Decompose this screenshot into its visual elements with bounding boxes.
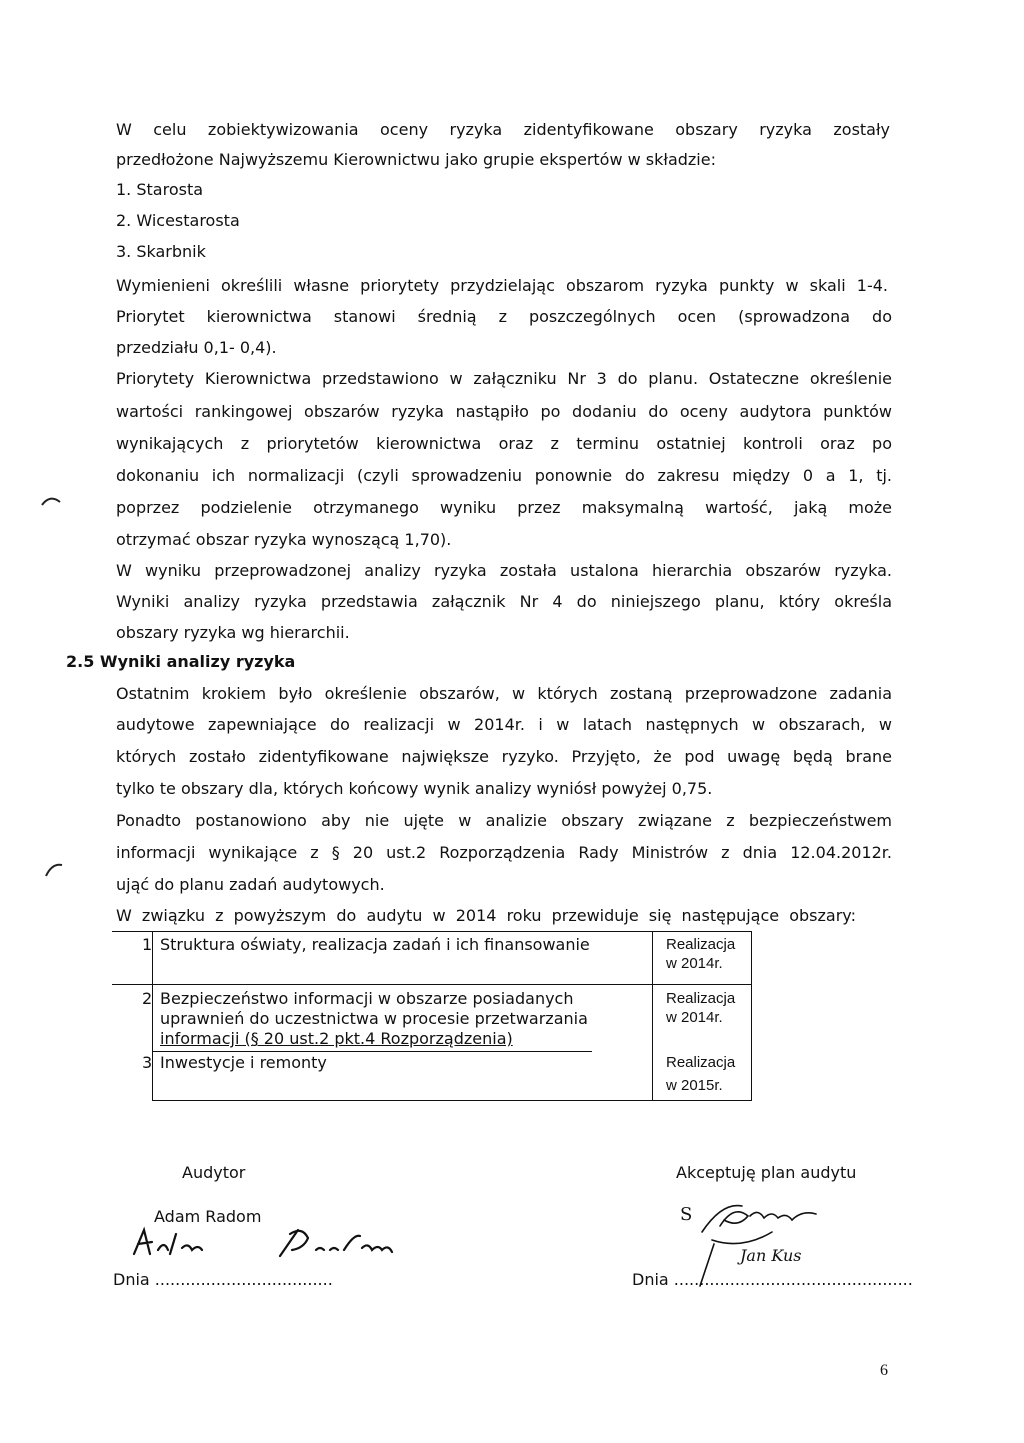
- section-heading: 2.5 Wyniki analizy ryzyka: [66, 652, 296, 671]
- approver-title: Akceptuję plan audytu: [676, 1163, 857, 1182]
- priorities-paragraph: Wymienieni określili własne priorytety przydzielając obszarom ryzyka punkty w skali 1-4.: [116, 276, 888, 295]
- approver-date: Dnia ...............................................: [632, 1270, 913, 1289]
- list-item-wicestarosta: 2. Wicestarosta: [116, 211, 240, 230]
- table-row-number: 3: [142, 1053, 153, 1072]
- approver-stamp-letter: S: [680, 1204, 693, 1225]
- table-row-number: 1: [142, 935, 153, 954]
- table-border-top: [112, 931, 752, 932]
- section-p1-line-3: których zostało zidentyfikowane największe ryzyko. Przyjęto, że pod uwagę będą brane: [116, 747, 892, 766]
- page-number: 6: [880, 1362, 888, 1379]
- auditor-signature: [130, 1226, 430, 1262]
- ranking-line-3: wynikających z priorytetów kierownictwa oraz z terminu ostatniej kontroli oraz po: [116, 434, 892, 453]
- section-p1-line-2: audytowe zapewniające do realizacji w 2014r. i w latach następnych w obszarach, w: [116, 715, 892, 734]
- table-row-status-year: w 2014r.: [666, 955, 723, 972]
- priority-line-2: przedziału 0,1- 0,4).: [116, 338, 277, 357]
- auditor-name: Adam Radom: [154, 1207, 262, 1226]
- intro-line-1: W celu zobiektywizowania oceny ryzyka zidentyfikowane obszary ryzyka zostały: [116, 120, 890, 139]
- section-p3: W związku z powyższym do audytu w 2014 roku przewiduje się następujące obszary:: [116, 906, 856, 925]
- table-row-status: Realizacja: [666, 1054, 736, 1071]
- table-row-status: Realizacja: [666, 936, 736, 953]
- table-row-status: Realizacja: [666, 990, 736, 1007]
- results-line-1: Wyniki analizy ryzyka przedstawia załącznik Nr 4 do niniejszego planu, który określa: [116, 592, 892, 611]
- list-item-starosta: 1. Starosta: [116, 180, 204, 199]
- intro-line-2: przedłożone Najwyższemu Kierownictwu jako grupie ekspertów w składzie:: [116, 150, 716, 169]
- audit-areas-table: [112, 931, 752, 1101]
- hierarchy-paragraph: W wyniku przeprowadzonej analizy ryzyka została ustalona hierarchia obszarów ryzyka.: [116, 561, 892, 580]
- table-col-divider: [652, 931, 653, 1101]
- list-item-skarbnik: 3. Skarbnik: [116, 242, 206, 261]
- table-row-area: Inwestycje i remonty: [160, 1053, 327, 1072]
- ranking-line-4: dokonaniu ich normalizacji (czyli sprowadzeniu ponownie do zakresu między 0 a 1, tj.: [116, 466, 892, 485]
- table-row-area: uprawnień do uczestnictwa w procesie przetwarzania: [160, 1009, 588, 1028]
- priority-line-1: Priorytet kierownictwa stanowi średnią z poszczególnych ocen (sprowadzona do: [116, 307, 892, 326]
- table-row-number: 2: [142, 989, 153, 1008]
- table-row-divider: [152, 1051, 592, 1052]
- margin-mark-2: [44, 861, 68, 879]
- table-row-area: Bezpieczeństwo informacji w obszarze posiadanych: [160, 989, 574, 1008]
- ranking-line-2: wartości rankingowej obszarów ryzyka nastąpiło po dodaniu do oceny audytora punktów: [116, 402, 892, 421]
- section-p2-line-3: ująć do planu zadań audytowych.: [116, 875, 385, 894]
- table-border-right: [751, 931, 752, 1101]
- auditor-title: Audytor: [182, 1163, 246, 1182]
- table-col-divider: [152, 931, 153, 1101]
- margin-mark-1: [40, 494, 64, 508]
- auditor-date: Dnia ...................................: [113, 1270, 333, 1289]
- table-row-divider: [112, 984, 752, 985]
- section-p2-line-1: Ponadto postanowiono aby nie ujęte w analizie obszary związane z bezpieczeństwem: [116, 811, 892, 830]
- ranking-line-5: poprzez podzielenie otrzymanego wyniku przez maksymalną wartość, jaką może: [116, 498, 892, 517]
- table-row-area: informacji (§ 20 ust.2 pkt.4 Rozporządzenia): [160, 1029, 513, 1048]
- table-border-bottom: [152, 1100, 752, 1101]
- ranking-line-6: otrzymać obszar ryzyka wynoszącą 1,70).: [116, 530, 452, 549]
- table-row-area: Struktura oświaty, realizacja zadań i ich finansowanie: [160, 935, 590, 954]
- table-row-status-year: w 2015r.: [666, 1077, 723, 1094]
- section-p2-line-2: informacji wynikające z § 20 ust.2 Rozporządzenia Rady Ministrów z dnia 12.04.2012r.: [116, 843, 892, 862]
- results-line-2: obszary ryzyka wg hierarchii.: [116, 623, 350, 642]
- approver-name: Jan Kus: [740, 1246, 802, 1265]
- section-p1-line-4: tylko te obszary dla, których końcowy wynik analizy wyniósł powyżej 0,75.: [116, 779, 713, 798]
- table-row-status-year: w 2014r.: [666, 1009, 723, 1026]
- section-p1-line-1: Ostatnim krokiem było określenie obszarów, w których zostaną przeprowadzone zadania: [116, 684, 892, 703]
- ranking-line-1: Priorytety Kierownictwa przedstawiono w załączniku Nr 3 do planu. Ostateczne określenie: [116, 369, 892, 388]
